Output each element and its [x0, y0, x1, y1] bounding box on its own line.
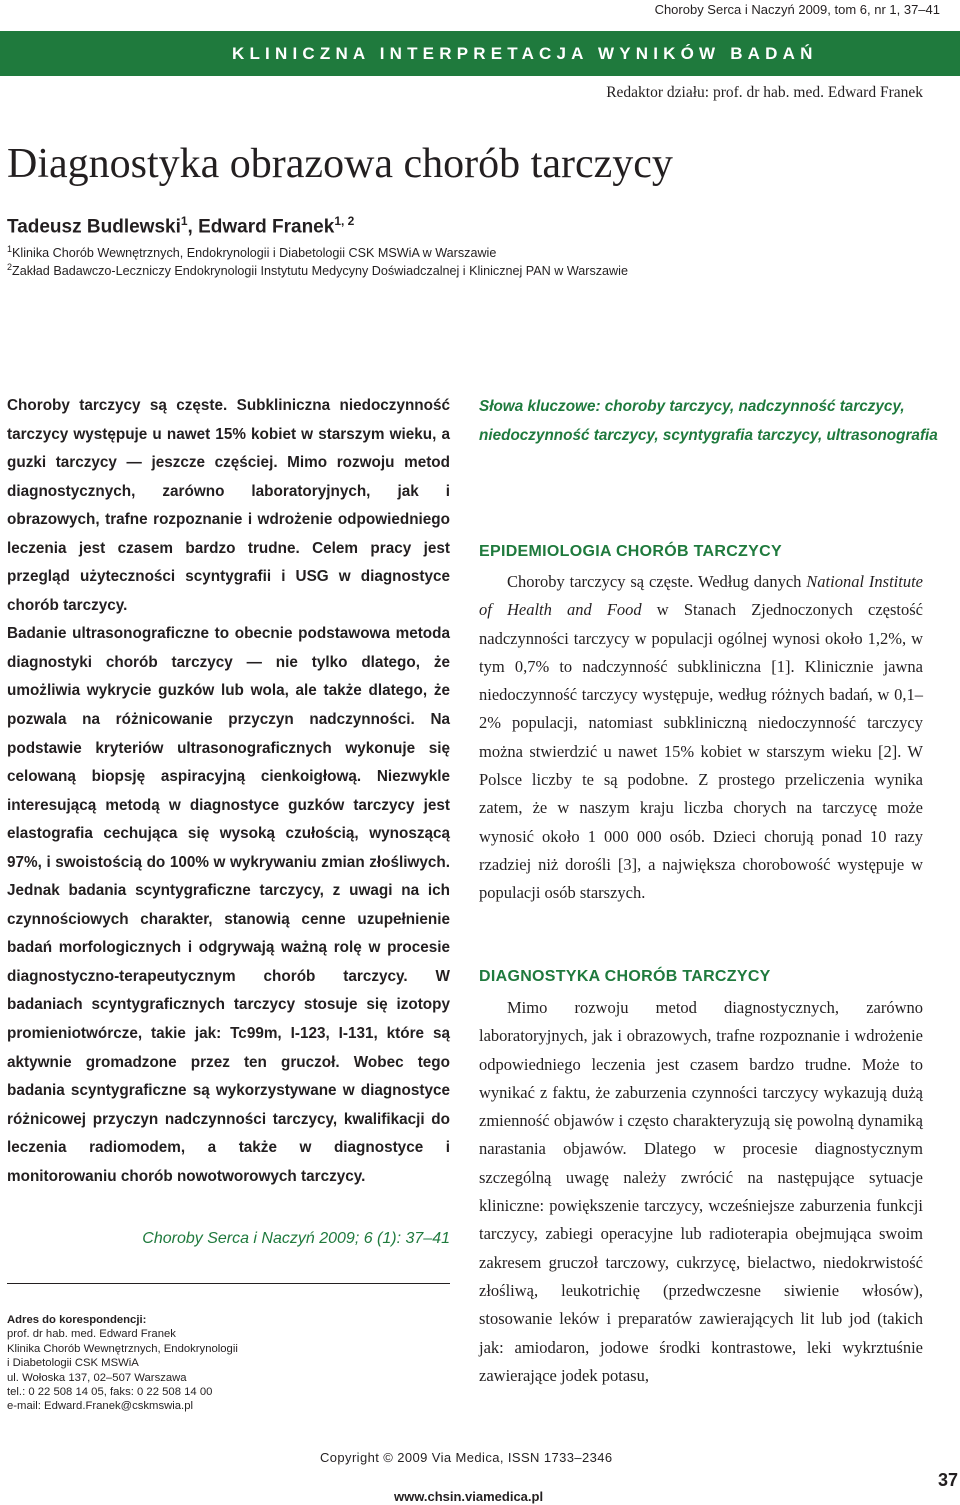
section-heading-diagnostics: DIAGNOSTYKA CHORÓB TARCZYCY [479, 968, 771, 985]
abstract-paragraph: Choroby tarczycy są częste. Subkliniczna niedoczynność tarczycy występuje u nawet 15% kobiet w starszym wieku, a guzki tarczycy — jeszcze częściej. Mimo rozwoju metod diagnostycznych, zarówno laboratoryjnych, jak i obrazowych, trafne rozpoznanie i wdrożenie odpowiedniego leczenia jest czasem bardzo trudne. Celem pracy jest przegląd użyteczności scyntygrafii i USG w diagnostyce chorób tarczycy. [7, 397, 450, 614]
body-text: w Stanach Zjednoczonych częstość nadczynności tarczycy w populacji ogólnej wynosi około 1,2%, w tym 0,7% to nadczynność subkliniczna [1]. Klinicznie jawna niedoczynność tarczycy występuje, według różnych badań, w 0,1–2% populacji, natomiast subkliniczną niedoczynność tarczycy można stwierdzić u nawet 15% kobiet w starszym wieku [2]. W Polsce liczby te są podobne. Z prostego przeliczenia wynika zatem, że w naszym kraju liczba chorych na tarczycę może wynosić około 1 000 000 osób. Dzieci chorują ponad 10 razy rzadziej niż dorośli [3], a największa chorobowość występuje w populacji osób starszych. [479, 600, 923, 903]
affiliation-text: Klinika Chorób Wewnętrznych, Endokrynologii i Diabetologii CSK MSWiA w Warszawie [12, 246, 497, 261]
affiliation [7, 244, 496, 260]
author-name: Edward Franek [198, 216, 335, 238]
author-affiliation-mark: 1 [180, 214, 188, 228]
body-paragraph-epidemiology [479, 568, 923, 908]
affiliation-mark: 2 [7, 262, 13, 272]
page-number: 37 [937, 1470, 958, 1490]
correspondence-line: i Diabetologii CSK MSWiA [7, 1357, 139, 1370]
article-citation: Choroby Serca i Naczyń 2009; 6 (1): 37–41 [142, 1230, 450, 1247]
footer-url[interactable]: www.chsin.viamedica.pl [394, 1489, 544, 1504]
correspondence-address [7, 1313, 238, 1414]
section-title: KLINICZNA INTERPRETACJA WYNIKÓW BADAŃ [232, 44, 818, 63]
correspondence-email: e-mail: Edward.Franek@cskmswia.pl [7, 1400, 193, 1413]
section-heading-epidemiology: EPIDEMIOLOGIA CHORÓB TARCZYCY [479, 543, 782, 560]
section-editor: Redaktor działu: prof. dr hab. med. Edward Franek [606, 84, 923, 101]
correspondence-line: ul. Wołoska 137, 02–507 Warszawa [7, 1371, 187, 1384]
author-name: Tadeusz Budlewski [7, 216, 181, 238]
author-separator: , [187, 216, 199, 238]
affiliation [7, 262, 628, 278]
keywords: Słowa kluczowe: choroby tarczycy, nadczynność tarczycy, niedoczynność tarczycy, scyntygrafia tarczycy, ultrasonografia [479, 398, 938, 444]
author-list [7, 214, 354, 238]
author-affiliation-mark: 1, 2 [334, 214, 355, 228]
correspondence-label: Adres do korespondencji: [7, 1314, 147, 1326]
correspondence-line: prof. dr hab. med. Edward Franek [7, 1328, 176, 1341]
correspondence-line: tel.: 0 22 508 14 05, faks: 0 22 508 14 00 [7, 1386, 213, 1399]
affiliation-text: Zakład Badawczo-Leczniczy Endokrynologii Instytutu Medycyny Doświadczalnej i Klinicznej PAN w Warszawie [12, 264, 628, 279]
footer-copyright: Copyright © 2009 Via Medica, ISSN 1733–2346 [320, 1450, 613, 1465]
abstract [7, 392, 450, 1191]
institution-name: National Institute of Health and Food [479, 572, 923, 620]
divider [7, 1283, 450, 1284]
correspondence-line: Klinika Chorób Wewnętrznych, Endokrynologii [7, 1342, 238, 1355]
affiliation-mark: 1 [7, 244, 13, 254]
article-title: Diagnostyka obrazowa chorób tarczycy [7, 141, 673, 187]
journal-reference: Choroby Serca i Naczyń 2009, tom 6, nr 1, 37–41 [654, 2, 940, 17]
abstract-paragraph: Badanie ultrasonograficzne to obecnie podstawowa metoda diagnostyki chorób tarczycy — nie tylko dlatego, że umożliwia wykrycie guzków lub wola, ale także dlatego, że pozwala na różnicowanie przyczyn nadczynności. Na podstawie kryteriów ultrasonograficznych wykonuje się celowaną biopsję aspiracyjną cienkoigłową. Niezwykle interesującą metodą w diagnostyce guzków tarczycy jest elastografia cechująca się wysoką czułością, wynoszącą 97%, i swoistością do 100% w wykrywaniu zmian złośliwych. Jednak badania scyntygraficzne tarczycy, z uwagi na ich czynnościowych charakter, stanowią cenne uzupełnienie badań morfologicznych i odgrywają ważną rolę w procesie diagnostyczno-terapeutycznym chorób tarczycy. W badaniach scyntygraficznych tarczycy stosuje się izotopy promieniotwórcze, takie jak: Tc99m, I-123, I-131, które są aktywnie gromadzone przez ten gruczoł. Wobec tego badania scyntygraficzne są wykorzystywane w diagnostyce różnicowej przyczyn nadczynności tarczycy, kwalifikacji do leczenia radiomodem, a także w diagnostyce i monitorowaniu chorób nowotworowych tarczycy. [7, 625, 450, 1185]
body-paragraph-diagnostics: Mimo rozwoju metod diagnostycznych, zarówno laboratoryjnych, jak i obrazowych, trafne rozpoznanie i wdrożenie odpowiedniego leczenia jest czasem bardzo trudne. Może to wynikać z faktu, że zaburzenia czynności tarczycy wykazują dużą zmienność objawów i często charakteryzują się powolną dynamiką narastania objawów. Dlatego w procesie diagnostycznym szczególną uwagę należy zwrócić na następujące sytuacje kliniczne: powiększenie tarczycy, wcześniejsze zaburzenia funkcji tarczycy, zabiegi operacyjne lub radioterapia obejmująca swoim zakresem gruczoł tarczowy, cukrzycę, bielactwo, niedokrwistość złośliwą, leukotrichię (przedwczesne siwienie włosów), stosowanie leków i preparatów zawierających lit lub jod (takich jak: amiodaron, jodowe środki kontrastowe, leki wykrztuśnie zawierające jodek potasu, [479, 998, 923, 1385]
body-text: Choroby tarczycy są częste. Według danych [507, 572, 807, 591]
